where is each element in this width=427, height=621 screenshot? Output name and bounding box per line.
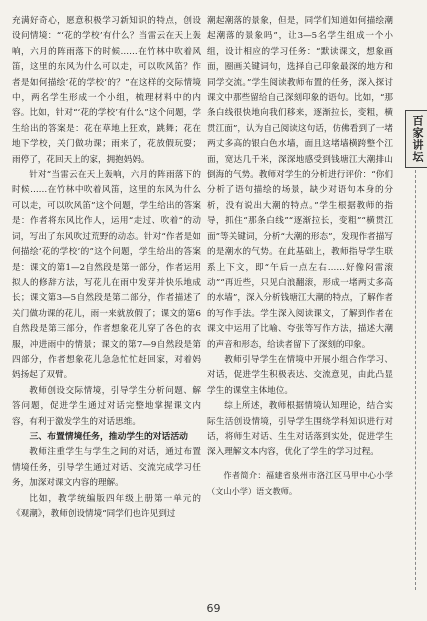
paragraph: 教师创设交际情境，引导学生分析问题、解答问题，促进学生通过对话完整地掌握课文内容，有利于激发学生的对话思维。 (12, 385, 201, 427)
paragraph: 教师引导学生在情境中开展小组合作学习、对话，促进学生积极表达、交流意见，由此凸显学生的课堂主体地位。 (207, 354, 393, 396)
paragraph: 综上所述，教师根据情境认知理论，结合实际生活创设情境，引导学生围绕学科知识进行对话，将师生对话、生生对话落到实处，促进学生深入理解文本内容，优化了学生的学习过程。 (207, 401, 393, 458)
page-number: 69 (206, 602, 221, 615)
dashed-divider (415, 170, 416, 590)
column-tag: 百家讲坛 (405, 110, 427, 168)
side-column (405, 110, 427, 600)
paragraph: 针对“当雷云在天上轰响，六月的阵雨落下的时候……在竹林中吹着风笛，这里的东风为什么可以走，可以吹风笛”这个问题，学生给出的答案是：作者将东风比作人，运用“走过、吹着”的动词，写出了东风吹过荒野的动态。针对“作者是如何描绘‘花的学校’的”这个问题，学生给出的答案是：课文的第1—2自然段是第一部分，作者运用拟人的修辞方法，写花儿在雨中发芽并快乐地成长；课文第3—5自然段是第二部分，作者描述了关门做功课的花儿，雨一来就放假了；课文的第6自然段是第三部分，作者想象花儿穿了各色的衣服，冲进雨中的情景；课文的第7—9自然段是第四部分，作者想象花儿急急忙忙赶回家，对着妈妈扬起了双臂。 (12, 170, 201, 381)
right-column (207, 14, 393, 499)
left-column (12, 14, 201, 522)
paragraph: 比如，教学统编版四年级上册第一单元的《观潮》，教师创设情境“同学们也许见到过 (12, 493, 201, 519)
section-heading: 三、布置情境任务，推动学生的对话活动 (29, 431, 188, 442)
paragraph: 充满好奇心，愿意积极学习新知识的特点，创设设问情境：“‘花的学校’有什么？当雷云在天上轰响，六月的阵雨落下的时候……在竹林中吹着风笛，这里的东风为什么可以走，可以吹风笛？作者是如何描绘‘花的学校’的？”在这样的交际情境中，两名学生形成一个小组，梳理材料中的内容。比如，针对“‘花的学校’有什么”这个问题，学生给出的答案是：花在草地上狂欢，跳舞；花在地下学校，关门做功课；雨来了，花放假玩耍；雨停了，花回天上的家，拥抱妈妈。 (12, 16, 201, 165)
paragraph: 潮起潮落的景象，但是，同学们知道如何描绘潮起潮落的景象吗”，让3—5名学生组成一个小组，设计相应的学习任务：“默读课文，想象画面，圈画关键词句，选择自己印象最深的地方和同学交流。”学生阅读教师布置的任务，深入探讨课文中那些留给自己深刻印象的语句。比如，“那条白线很快地向我们移来，逐渐拉长，变粗，横贯江面”，认为自己阅读这句话，仿佛看到了一堵两丈多高的银白色水墙，面且这堵墙横跨整个江面，宽达几千米，深深地感受到钱塘江大潮排山倒海的气势。教师对学生的分析进行评价：“你们分析了语句描绘的场景，缺少对语句本身的分析，没有说出大潮的特点。”学生根据教师的指导，抓住“那条白线”“逐渐拉长，变粗”“横贯江面”等关键词，分析“大潮的形态”，发现作者描写的是潮水的气势。在此基础上，教师指导学生联系上下文，即“午后一点左右……好像闷雷滚动”“再近些，只见白浪翻滚，形成一堵两丈多高的水墙”，深入分析钱塘江大潮的特点，了解作者的写作手法。学生深入阅读课文，了解到作者在课文中运用了比喻、夸张等写作方法，描述大潮的声音和形态，给读者留下了深刻的印象。 (207, 16, 393, 350)
author-bio: 作者简介：福建省泉州市洛江区马甲中心小学（文山小学）语文教师。 (207, 469, 393, 496)
paragraph: 教师注重学生与学生之间的对话，通过布置情境任务，引导学生通过对话、交流完成学习任务，加深对课文内容的理解。 (12, 447, 201, 489)
